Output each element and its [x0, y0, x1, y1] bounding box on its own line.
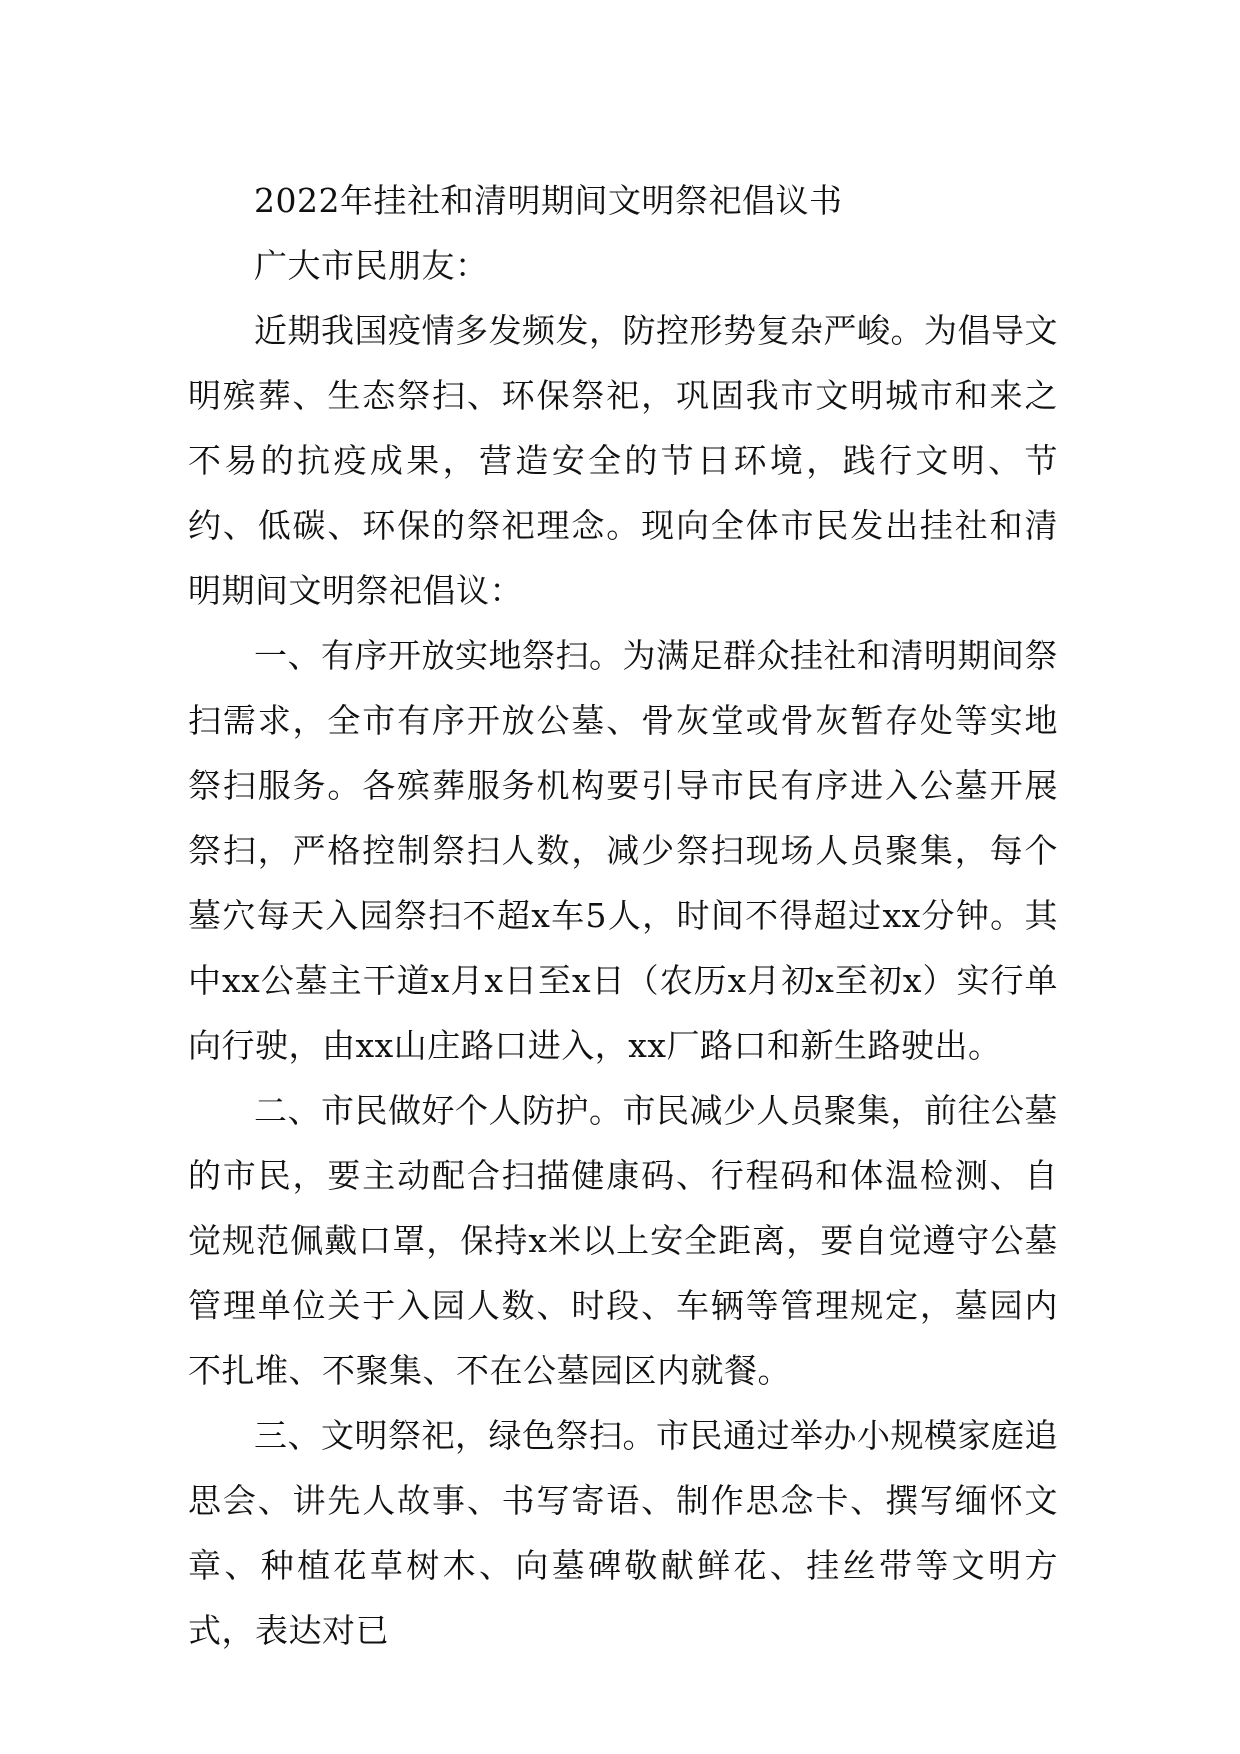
paragraph-item-1: 一、有序开放实地祭扫。为满足群众挂社和清明期间祭扫需求，全市有序开放公墓、骨灰堂或骨灰暂存处等实地祭扫服务。各殡葬服务机构要引导市民有序进入公墓开展祭扫，严格控制祭扫人数，减少祭扫现场人员聚集，每个墓穴每天入园祭扫不超x车5人，时间不得超过xx分钟。其中xx公墓主干道x月x日至x日（农历x月初x至初x）实行单向行驶，由xx山庄路口进入，xx厂路口和新生路驶出。 [188, 636, 1058, 1065]
salutation: 广大市民朋友： [254, 246, 489, 285]
paragraph-item-3: 三、文明祭祀，绿色祭扫。市民通过举办小规模家庭追思会、讲先人故事、书写寄语、制作思念卡、撰写缅怀文章、种植花草树木、向墓碑敬献鲜花、挂丝带等文明方式，表达对已 [188, 1416, 1058, 1650]
document-title: 2022年挂社和清明期间文明祭祀倡议书 [254, 181, 843, 220]
document-body [188, 168, 1058, 1663]
paragraph-item-2: 二、市民做好个人防护。市民减少人员聚集，前往公墓的市民，要主动配合扫描健康码、行程码和体温检测、自觉规范佩戴口罩，保持x米以上安全距离，要自觉遵守公墓管理单位关于入园人数、时段、车辆等管理规定，墓园内不扎堆、不聚集、不在公墓园区内就餐。 [188, 1091, 1058, 1390]
paragraph-intro: 近期我国疫情多发频发，防控形势复杂严峻。为倡导文明殡葬、生态祭扫、环保祭祀，巩固我市文明城市和来之不易的抗疫成果，营造安全的节日环境，践行文明、节约、低碳、环保的祭祀理念。现向全体市民发出挂社和清明期间文明祭祀倡议： [188, 311, 1058, 610]
